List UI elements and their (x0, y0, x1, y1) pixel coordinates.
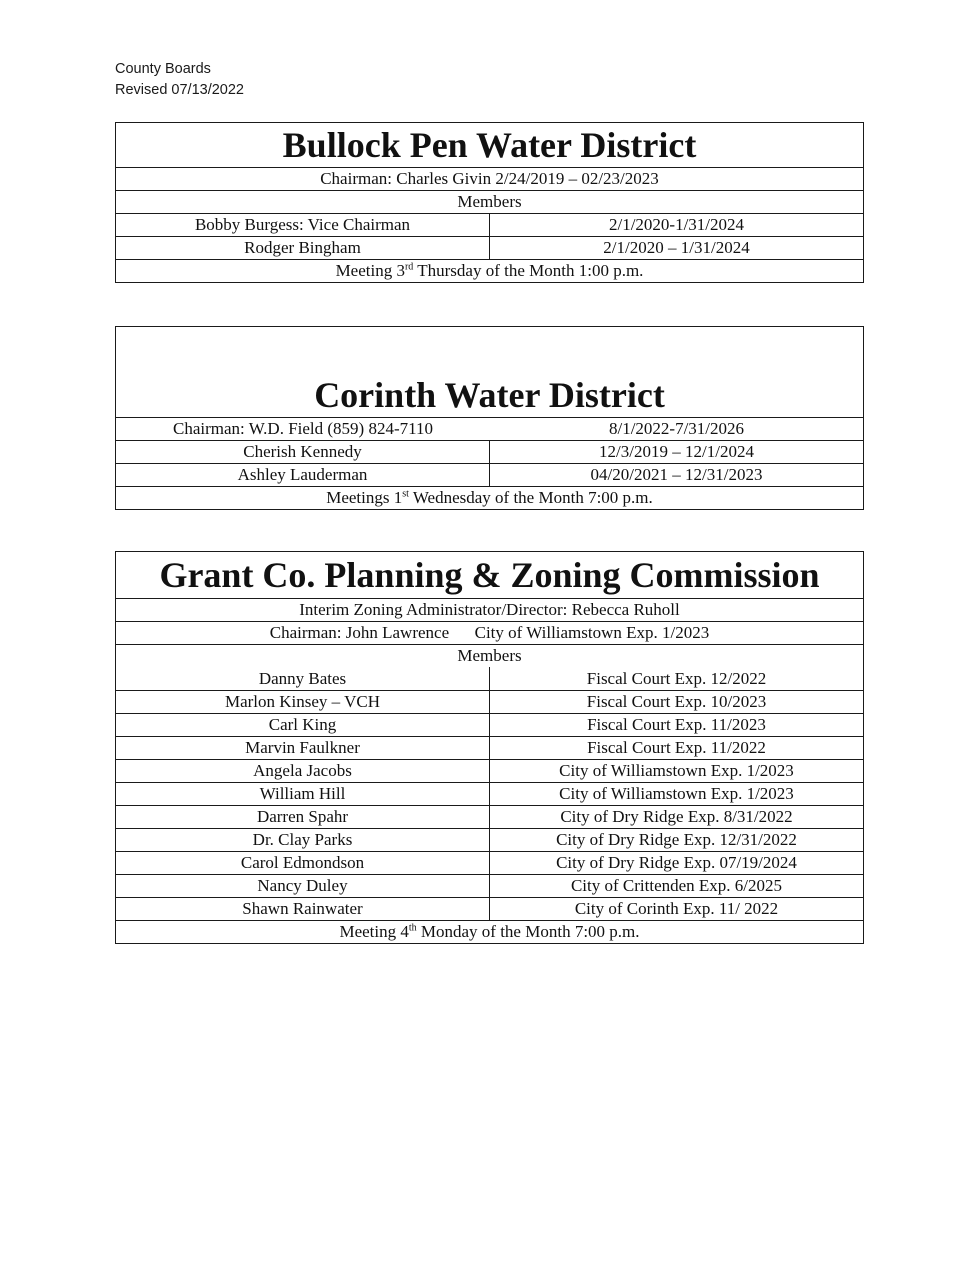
member-name: Marlon Kinsey – VCH (116, 691, 490, 713)
chairman-row (116, 417, 863, 440)
member-term: Fiscal Court Exp. 11/2023 (587, 715, 766, 734)
chairman-row: Chairman: Charles Givin 2/24/2019 – 02/23/2023 (320, 169, 659, 188)
member-row (116, 874, 863, 897)
board-title: Bullock Pen Water District (282, 125, 697, 165)
member-row (116, 463, 863, 486)
chairman-term: 8/1/2022-7/31/2026 (608, 419, 745, 438)
member-name: Danny Bates (116, 667, 490, 690)
header-revised-date: Revised 07/13/2022 (115, 82, 244, 98)
member-term: 2/1/2020-1/31/2024 (608, 215, 745, 234)
member-term: 12/3/2019 – 12/1/2024 (599, 442, 754, 461)
member-term: City of Dry Ridge Exp. 12/31/2022 (556, 830, 797, 849)
header-title: County Boards (115, 61, 211, 77)
document-header (115, 59, 244, 101)
member-name: Shawn Rainwater (116, 898, 490, 920)
board-table-corinth (115, 326, 864, 510)
member-term: 04/20/2021 – 12/31/2023 (590, 465, 763, 484)
member-name: Nancy Duley (116, 875, 490, 897)
member-name: Carol Edmondson (116, 852, 490, 874)
member-name: Dr. Clay Parks (116, 829, 490, 851)
member-term: City of Dry Ridge Exp. 8/31/2022 (560, 807, 793, 826)
member-name: Darren Spahr (116, 806, 490, 828)
meeting-prefix: Meeting 4 (339, 922, 409, 941)
member-name: Ashley Lauderman (116, 464, 490, 486)
member-term: City of Williamstown Exp. 1/2023 (559, 784, 794, 803)
member-name: Cherish Kennedy (116, 441, 490, 463)
member-term: Fiscal Court Exp. 10/2023 (586, 692, 767, 711)
member-name: Marvin Faulkner (116, 737, 490, 759)
member-list (116, 667, 863, 920)
member-row (116, 213, 863, 236)
member-term: Fiscal Court Exp. 12/2022 (586, 668, 767, 688)
member-row (116, 851, 863, 874)
member-row (116, 440, 863, 463)
meeting-prefix: Meetings 1 (326, 488, 403, 507)
member-term: Fiscal Court Exp. 11/2022 (587, 738, 766, 757)
member-row (116, 828, 863, 851)
member-row (116, 759, 863, 782)
member-name: William Hill (116, 783, 490, 805)
meeting-prefix: Meeting 3 (335, 261, 405, 280)
member-term: City of Crittenden Exp. 6/2025 (570, 876, 783, 895)
member-term: City of Williamstown Exp. 1/2023 (559, 761, 794, 780)
member-term: City of Corinth Exp. 11/ 2022 (574, 899, 779, 918)
member-term: 2/1/2020 – 1/31/2024 (603, 238, 750, 257)
member-row (116, 236, 863, 259)
meeting-ordinal: st (402, 488, 409, 500)
member-row (116, 897, 863, 920)
member-term: City of Dry Ridge Exp. 07/19/2024 (556, 853, 797, 872)
meeting-ordinal: rd (404, 261, 414, 273)
member-row (116, 690, 863, 713)
member-row (116, 667, 863, 690)
board-title: Grant Co. Planning & Zoning Commission (159, 555, 820, 595)
member-row (116, 713, 863, 736)
member-row (116, 736, 863, 759)
board-table-grant-planning-zoning (115, 551, 864, 944)
meeting-suffix: Thursday of the Month 1:00 p.m. (413, 261, 644, 280)
members-label: Members (457, 646, 522, 665)
administrator-row: Interim Zoning Administrator/Director: Rebecca Ruholl (299, 600, 680, 619)
member-name: Bobby Burgess: Vice Chairman (116, 214, 490, 236)
board-table-bullock-pen (115, 122, 864, 283)
member-name: Carl King (116, 714, 490, 736)
chairman-name: Chairman: W.D. Field (859) 824-7110 (172, 419, 433, 438)
meeting-suffix: Wednesday of the Month 7:00 p.m. (408, 488, 653, 507)
meeting-ordinal: th (408, 922, 417, 934)
members-label: Members (457, 192, 522, 211)
meeting-schedule (116, 261, 863, 281)
member-row (116, 782, 863, 805)
member-name: Angela Jacobs (116, 760, 490, 782)
meeting-schedule (116, 488, 863, 508)
meeting-suffix: Monday of the Month 7:00 p.m. (416, 922, 640, 941)
board-title: Corinth Water District (314, 375, 665, 415)
meeting-schedule (116, 922, 863, 942)
member-name: Rodger Bingham (116, 237, 490, 259)
chairman-row: Chairman: John Lawrence City of Williamstown Exp. 1/2023 (269, 623, 710, 642)
member-row (116, 805, 863, 828)
